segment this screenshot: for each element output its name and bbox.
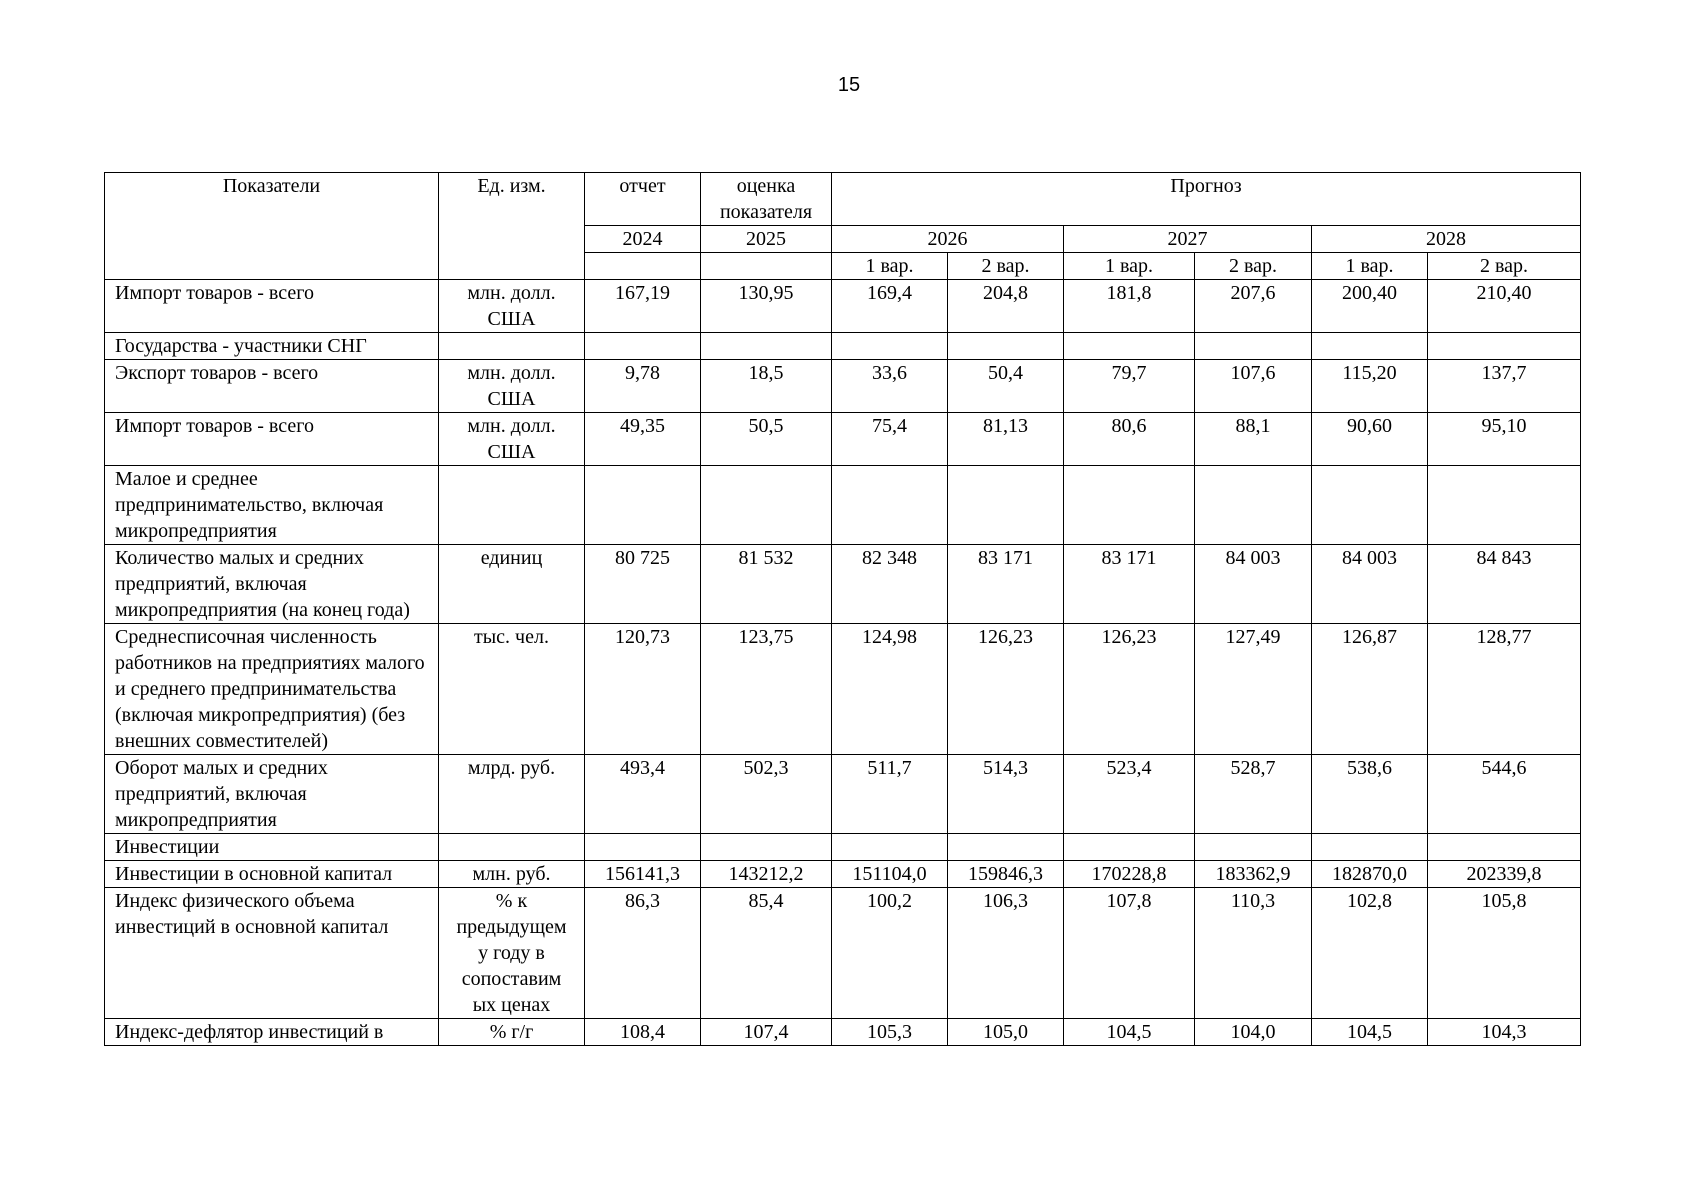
value-cell: 167,19	[585, 280, 701, 333]
table-row	[105, 755, 1581, 834]
value-cell: 538,6	[1312, 755, 1428, 834]
value-cell: 18,5	[701, 360, 832, 413]
value-cell: 123,75	[701, 624, 832, 755]
value-cell: 124,98	[832, 624, 948, 755]
header-blank-2024	[585, 253, 701, 280]
value-cell: 110,3	[1195, 888, 1312, 1019]
header-year-2026: 2026	[832, 226, 1064, 253]
value-cell: 107,8	[1064, 888, 1195, 1019]
value-cell: 108,4	[585, 1019, 701, 1046]
value-cell: 130,95	[701, 280, 832, 333]
row-unit: единиц	[439, 545, 585, 624]
value-cell: 50,4	[948, 360, 1064, 413]
value-cell: 85,4	[701, 888, 832, 1019]
value-cell: 159846,3	[948, 861, 1064, 888]
value-cell: 511,7	[832, 755, 948, 834]
value-cell: 137,7	[1428, 360, 1581, 413]
value-cell: 86,3	[585, 888, 701, 1019]
value-cell: 128,77	[1428, 624, 1581, 755]
value-cell: 95,10	[1428, 413, 1581, 466]
header-variant: 1 вар.	[832, 253, 948, 280]
value-cell	[948, 466, 1064, 545]
value-cell: 115,20	[1312, 360, 1428, 413]
value-cell: 126,23	[1064, 624, 1195, 755]
value-cell: 202339,8	[1428, 861, 1581, 888]
value-cell	[1195, 333, 1312, 360]
value-cell	[1312, 834, 1428, 861]
value-cell: 182870,0	[1312, 861, 1428, 888]
value-cell: 183362,9	[1195, 861, 1312, 888]
value-cell: 127,49	[1195, 624, 1312, 755]
value-cell: 170228,8	[1064, 861, 1195, 888]
value-cell: 84 003	[1195, 545, 1312, 624]
value-cell	[585, 466, 701, 545]
table-row	[105, 1019, 1581, 1046]
row-unit: % к предыдущем у году в сопоставим ых ценах	[439, 888, 585, 1019]
value-cell: 151104,0	[832, 861, 948, 888]
header-unit: Ед. изм.	[439, 173, 585, 280]
value-cell	[948, 834, 1064, 861]
table-row	[105, 888, 1581, 1019]
row-unit: млн. долл. США	[439, 360, 585, 413]
value-cell: 204,8	[948, 280, 1064, 333]
row-unit: млрд. руб.	[439, 755, 585, 834]
row-unit: тыс. чел.	[439, 624, 585, 755]
value-cell: 105,8	[1428, 888, 1581, 1019]
value-cell: 169,4	[832, 280, 948, 333]
value-cell	[1064, 333, 1195, 360]
row-label: Количество малых и средних предприятий, включая микропредприятия (на конец года)	[105, 545, 439, 624]
value-cell: 100,2	[832, 888, 948, 1019]
value-cell: 502,3	[701, 755, 832, 834]
value-cell	[1064, 466, 1195, 545]
value-cell: 80,6	[1064, 413, 1195, 466]
value-cell	[585, 333, 701, 360]
section-label: Инвестиции	[105, 834, 439, 861]
row-label: Государства - участники СНГ	[105, 333, 439, 360]
value-cell: 143212,2	[701, 861, 832, 888]
value-cell: 102,8	[1312, 888, 1428, 1019]
page-number: 15	[837, 74, 861, 96]
value-cell: 83 171	[948, 545, 1064, 624]
header-year-2028: 2028	[1312, 226, 1581, 253]
header-variant: 1 вар.	[1064, 253, 1195, 280]
header-forecast: Прогноз	[832, 173, 1581, 226]
table-row	[105, 834, 1581, 861]
value-cell: 50,5	[701, 413, 832, 466]
row-unit: % г/г	[439, 1019, 585, 1046]
value-cell: 207,6	[1195, 280, 1312, 333]
value-cell: 83 171	[1064, 545, 1195, 624]
header-variant: 2 вар.	[1195, 253, 1312, 280]
table-row	[105, 413, 1581, 466]
row-unit	[439, 834, 585, 861]
value-cell	[1428, 333, 1581, 360]
header-indicators: Показатели	[105, 173, 439, 280]
value-cell: 126,23	[948, 624, 1064, 755]
value-cell: 181,8	[1064, 280, 1195, 333]
table-row	[105, 624, 1581, 755]
header-year-2024: 2024	[585, 226, 701, 253]
value-cell: 84 843	[1428, 545, 1581, 624]
table-row	[105, 333, 1581, 360]
value-cell	[1064, 834, 1195, 861]
value-cell: 104,0	[1195, 1019, 1312, 1046]
value-cell: 81 532	[701, 545, 832, 624]
value-cell: 81,13	[948, 413, 1064, 466]
value-cell	[832, 333, 948, 360]
value-cell	[701, 834, 832, 861]
row-unit	[439, 466, 585, 545]
value-cell	[1428, 466, 1581, 545]
header-variant: 1 вар.	[1312, 253, 1428, 280]
value-cell: 493,4	[585, 755, 701, 834]
table-row	[105, 861, 1581, 888]
value-cell: 104,5	[1064, 1019, 1195, 1046]
row-label: Импорт товаров - всего	[105, 413, 439, 466]
value-cell: 104,3	[1428, 1019, 1581, 1046]
value-cell	[832, 466, 948, 545]
value-cell	[1428, 834, 1581, 861]
value-cell: 156141,3	[585, 861, 701, 888]
value-cell: 79,7	[1064, 360, 1195, 413]
value-cell: 200,40	[1312, 280, 1428, 333]
value-cell	[1312, 333, 1428, 360]
value-cell: 75,4	[832, 413, 948, 466]
value-cell: 80 725	[585, 545, 701, 624]
table-row	[105, 280, 1581, 333]
header-report: отчет	[585, 173, 701, 226]
row-label: Инвестиции в основной капитал	[105, 861, 439, 888]
header-year-2025: 2025	[701, 226, 832, 253]
value-cell: 90,60	[1312, 413, 1428, 466]
value-cell	[948, 333, 1064, 360]
value-cell: 105,0	[948, 1019, 1064, 1046]
value-cell: 528,7	[1195, 755, 1312, 834]
table-row	[105, 545, 1581, 624]
value-cell: 84 003	[1312, 545, 1428, 624]
section-label: Малое и среднее предпринимательство, включая микропредприятия	[105, 466, 439, 545]
value-cell: 210,40	[1428, 280, 1581, 333]
value-cell	[585, 834, 701, 861]
value-cell	[1312, 466, 1428, 545]
value-cell: 104,5	[1312, 1019, 1428, 1046]
row-label: Импорт товаров - всего	[105, 280, 439, 333]
row-label: Оборот малых и средних предприятий, включая микропредприятия	[105, 755, 439, 834]
table-row	[105, 360, 1581, 413]
row-label: Индекс физического объема инвестиций в основной капитал	[105, 888, 439, 1019]
value-cell	[1195, 834, 1312, 861]
row-label: Среднесписочная численность работников на предприятиях малого и среднего предпринимательства (включая микропредприятия) (без внешних совместителей)	[105, 624, 439, 755]
row-label: Индекс-дефлятор инвестиций в	[105, 1019, 439, 1046]
value-cell: 514,3	[948, 755, 1064, 834]
value-cell: 107,4	[701, 1019, 832, 1046]
value-cell: 120,73	[585, 624, 701, 755]
value-cell: 82 348	[832, 545, 948, 624]
value-cell: 88,1	[1195, 413, 1312, 466]
value-cell	[701, 333, 832, 360]
row-unit: млн. долл. США	[439, 280, 585, 333]
value-cell: 105,3	[832, 1019, 948, 1046]
value-cell: 126,87	[1312, 624, 1428, 755]
table-row	[105, 466, 1581, 545]
header-variant: 2 вар.	[948, 253, 1064, 280]
header-blank-2025	[701, 253, 832, 280]
value-cell: 49,35	[585, 413, 701, 466]
header-estimate: оценка показателя	[701, 173, 832, 226]
table-body	[105, 280, 1581, 1046]
value-cell: 33,6	[832, 360, 948, 413]
value-cell: 544,6	[1428, 755, 1581, 834]
value-cell: 106,3	[948, 888, 1064, 1019]
header-variant: 2 вар.	[1428, 253, 1581, 280]
forecast-table	[104, 172, 1581, 1046]
value-cell	[1195, 466, 1312, 545]
row-label: Экспорт товаров - всего	[105, 360, 439, 413]
row-unit	[439, 333, 585, 360]
header-year-2027: 2027	[1064, 226, 1312, 253]
row-unit: млн. долл. США	[439, 413, 585, 466]
row-unit: млн. руб.	[439, 861, 585, 888]
value-cell	[832, 834, 948, 861]
value-cell	[701, 466, 832, 545]
value-cell: 107,6	[1195, 360, 1312, 413]
value-cell: 9,78	[585, 360, 701, 413]
value-cell: 523,4	[1064, 755, 1195, 834]
